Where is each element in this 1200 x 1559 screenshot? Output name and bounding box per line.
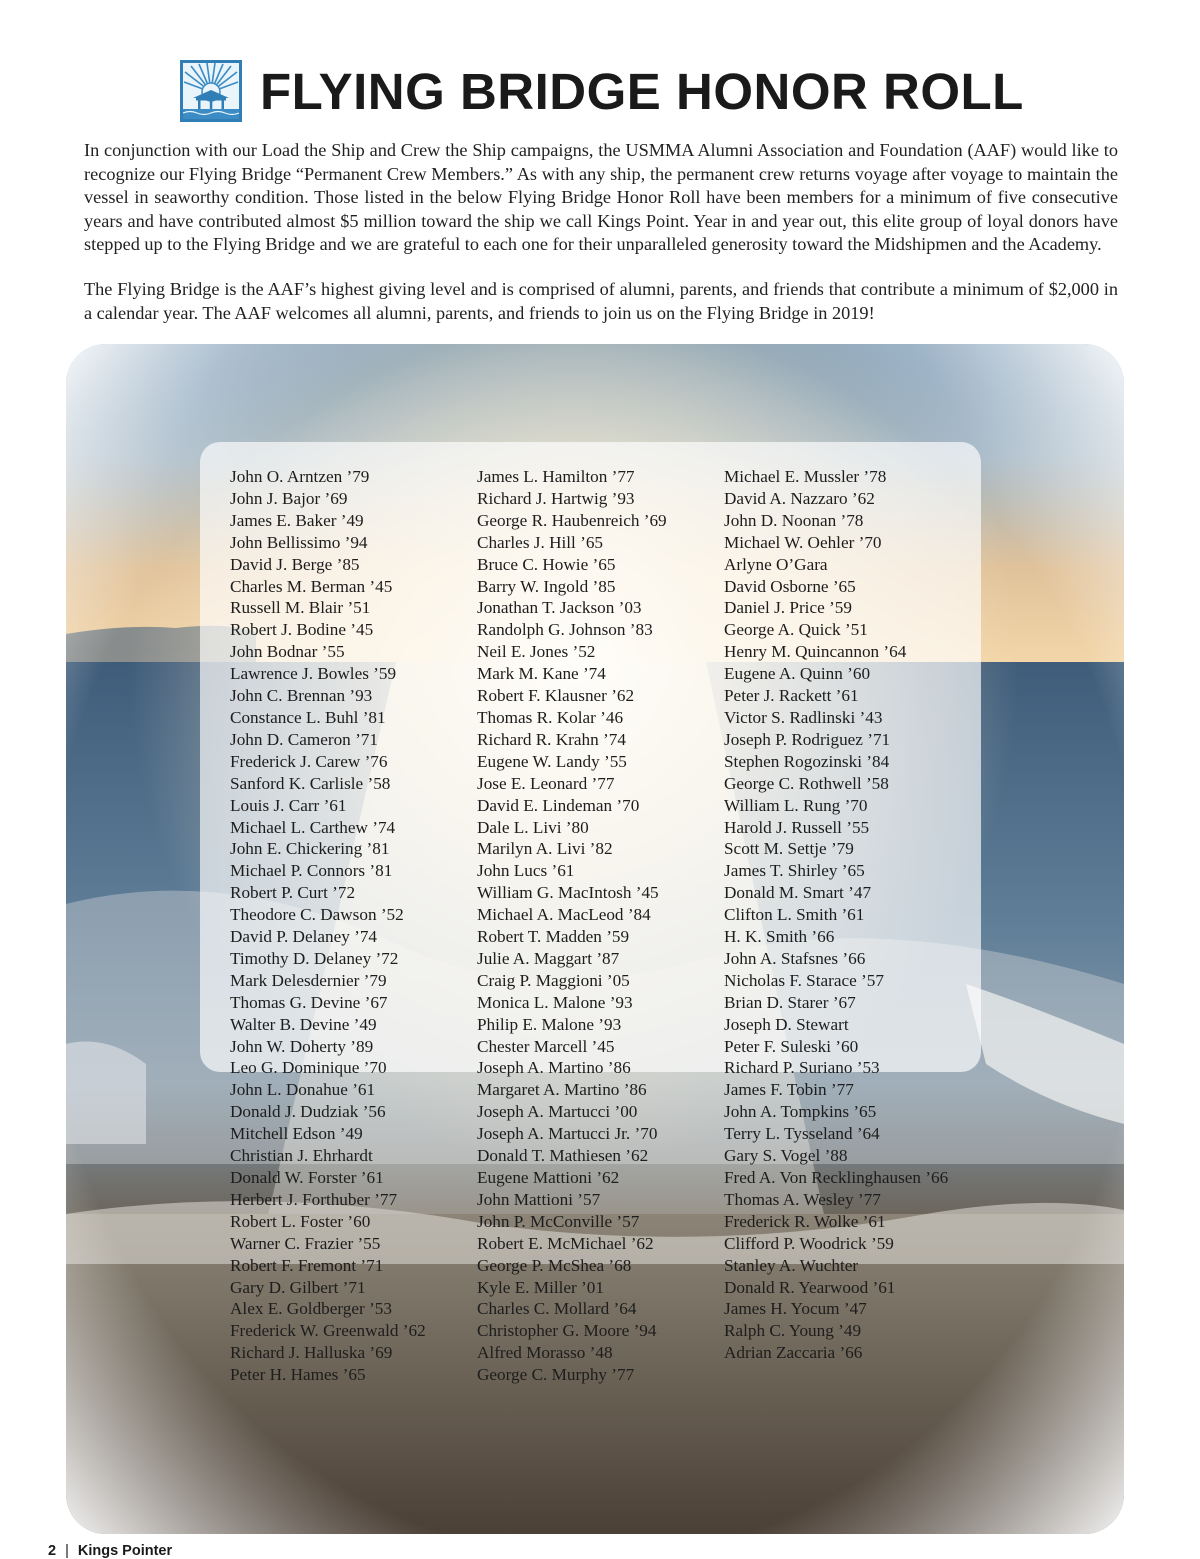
donor-name: Michael A. MacLeod ’84 [477, 905, 651, 925]
donor-name: Donald M. Smart ’47 [724, 883, 872, 903]
intro-paragraph-1: In conjunction with our Load the Ship and Crew the Ship campaigns, the USMMA Alumni Association and Foundation (AAF) would like to recognize our Flying Bridge “Permanent Crew Members.” As with any ship, the permanent crew returns voyage after voyage to maintain the vessel in seaworthy condition. Those listed in the below Flying Bridge Honor Roll have been members for a minimum of five consecutive years and have contributed almost $5 million toward the ship we call Kings Point. Year in and year out, this elite group of loyal donors have stepped up to the Flying Bridge and we are grateful to each one for their unparalleled generosity toward the Midshipmen and the Academy. [84, 140, 1118, 255]
page-number: 2 [48, 1543, 57, 1559]
intro-paragraph-2: The Flying Bridge is the AAF’s highest giving level and is comprised of alumni, parents, and friends that contribute a minimum of $2,000 in a calendar year. The AAF welcomes all alumni, parents, and friends to join us on the Flying Bridge in 2019! [84, 279, 1118, 323]
donor-name: Peter J. Rackett ’61 [724, 686, 859, 706]
donor-name: Alex E. Goldberger ’53 [230, 1299, 392, 1319]
donor-name: Robert F. Fremont ’71 [230, 1255, 384, 1275]
donor-name: Terry L. Tysseland ’64 [724, 1124, 880, 1144]
donor-name: Michael P. Connors ’81 [230, 861, 393, 881]
donor-name: Richard R. Krahn ’74 [477, 729, 626, 749]
donor-name: Harold J. Russell ’55 [724, 817, 870, 837]
donor-name: John D. Noonan ’78 [724, 510, 864, 530]
donor-name: Stanley A. Wuchter [724, 1255, 859, 1275]
donor-name: Joseph P. Rodriguez ’71 [724, 729, 891, 749]
donor-name: Richard P. Suriano ’53 [724, 1058, 880, 1078]
honor-roll-column-3 [724, 466, 948, 1364]
donor-name: Robert T. Madden ’59 [477, 927, 630, 947]
donor-name: Philip E. Malone ’93 [477, 1014, 622, 1034]
donor-name: Arlyne O’Gara [724, 554, 828, 574]
donor-name: Robert P. Curt ’72 [230, 883, 356, 903]
donor-name: Donald W. Forster ’61 [230, 1168, 384, 1187]
donor-name: John W. Doherty ’89 [230, 1036, 374, 1056]
donor-name: Henry M. Quincannon ’64 [724, 642, 907, 662]
donor-name: Adrian Zaccaria ’66 [724, 1343, 863, 1363]
donor-name: Mark Delesdernier ’79 [230, 970, 387, 990]
donor-name: Frederick W. Greenwald ’62 [230, 1321, 426, 1341]
donor-name: Charles J. Hill ’65 [477, 532, 604, 552]
donor-name: Robert L. Foster ’60 [230, 1211, 371, 1231]
donor-name: Clifton L. Smith ’61 [724, 905, 865, 925]
donor-name: George P. McShea ’68 [477, 1255, 632, 1275]
donor-name: Joseph A. Martino ’86 [477, 1058, 631, 1078]
donor-name: Sanford K. Carlisle ’58 [230, 773, 391, 793]
donor-name: Richard J. Halluska ’69 [230, 1343, 393, 1363]
donor-name: Joseph D. Stewart [724, 1014, 849, 1034]
donor-name: Christopher G. Moore ’94 [477, 1321, 657, 1341]
donor-name: Robert E. McMichael ’62 [477, 1233, 654, 1253]
donor-name: Victor S. Radlinski ’43 [724, 707, 883, 727]
donor-name: Nicholas F. Starace ’57 [724, 970, 884, 990]
donor-name: Gary S. Vogel ’88 [724, 1146, 848, 1166]
donor-name: Daniel J. Price ’59 [724, 598, 852, 618]
donor-name: Ralph C. Young ’49 [724, 1321, 862, 1341]
donor-name: Russell M. Blair ’51 [230, 598, 371, 618]
donor-name: Eugene A. Quinn ’60 [724, 664, 871, 684]
donor-name: John Lucs ’61 [477, 861, 575, 881]
donor-name: David E. Lindeman ’70 [477, 795, 640, 815]
page-footer [48, 1543, 172, 1559]
donor-name: Jose E. Leonard ’77 [477, 773, 615, 793]
donor-name: Lawrence J. Bowles ’59 [230, 664, 397, 684]
donor-name: Neil E. Jones ’52 [477, 642, 596, 662]
donor-name: Robert F. Klausner ’62 [477, 686, 635, 706]
donor-name: Margaret A. Martino ’86 [477, 1080, 647, 1100]
donor-name: Frederick J. Carew ’76 [230, 751, 388, 771]
donor-name: Jonathan T. Jackson ’03 [477, 598, 642, 618]
donor-name: James H. Yocum ’47 [724, 1299, 867, 1319]
page-title: FLYING BRIDGE HONOR ROLL [260, 62, 1024, 120]
donor-name: Constance L. Buhl ’81 [230, 707, 386, 727]
donor-name: Eugene W. Landy ’55 [477, 751, 627, 771]
donor-name: William L. Rung ’70 [724, 795, 868, 815]
donor-name: John A. Tompkins ’65 [724, 1102, 877, 1122]
donor-name: George A. Quick ’51 [724, 620, 868, 640]
donor-name: John A. Stafsnes ’66 [724, 948, 866, 968]
donor-name: David Osborne ’65 [724, 576, 856, 596]
donor-name: Clifford P. Woodrick ’59 [724, 1233, 894, 1253]
page-header [180, 58, 1024, 124]
donor-name: John O. Arntzen ’79 [230, 467, 370, 486]
donor-name: Walter B. Devine ’49 [230, 1014, 377, 1034]
donor-name: William G. MacIntosh ’45 [477, 883, 659, 903]
donor-name: Warner C. Frazier ’55 [230, 1233, 381, 1253]
donor-name: Mitchell Edson ’49 [230, 1124, 363, 1144]
donor-name: John Bellissimo ’94 [230, 532, 368, 552]
donor-name: George C. Murphy ’77 [477, 1365, 635, 1385]
donor-name: David P. Delaney ’74 [230, 927, 378, 947]
donor-name: Thomas G. Devine ’67 [230, 992, 388, 1012]
donor-name: Marilyn A. Livi ’82 [477, 839, 613, 859]
donor-name: Frederick R. Wolke ’61 [724, 1211, 886, 1231]
donor-name: Michael L. Carthew ’74 [230, 817, 396, 837]
donor-name: Stephen Rogozinski ’84 [724, 751, 890, 771]
donor-name: Gary D. Gilbert ’71 [230, 1277, 366, 1297]
sunrise-pavilion-logo-icon [180, 60, 242, 122]
honor-roll-column-1 [230, 466, 426, 1386]
donor-name: Julie A. Maggart ’87 [477, 948, 620, 968]
donor-name: Peter F. Suleski ’60 [724, 1036, 859, 1056]
donor-name: Bruce C. Howie ’65 [477, 554, 616, 574]
donor-name: George R. Haubenreich ’69 [477, 510, 667, 530]
publication-name: Kings Pointer [77, 1543, 173, 1559]
donor-name: Dale L. Livi ’80 [477, 817, 589, 837]
donor-name: James L. Hamilton ’77 [477, 467, 635, 486]
donor-name: James T. Shirley ’65 [724, 861, 865, 881]
donor-name: H. K. Smith ’66 [724, 927, 835, 947]
donor-name: James E. Baker ’49 [230, 510, 364, 530]
donor-name: Brian D. Starer ’67 [724, 992, 856, 1012]
donor-name: Louis J. Carr ’61 [230, 795, 347, 815]
donor-name: John P. McConville ’57 [477, 1211, 640, 1231]
donor-name: Fred A. Von Recklinghausen ’66 [724, 1168, 949, 1187]
donor-name: Donald R. Yearwood ’61 [724, 1277, 896, 1297]
donor-name: Herbert J. Forthuber ’77 [230, 1189, 398, 1209]
donor-name: John L. Donahue ’61 [230, 1080, 376, 1100]
donor-name: Peter H. Hames ’65 [230, 1365, 366, 1385]
donor-name: John C. Brennan ’93 [230, 686, 373, 706]
donor-name: Donald J. Dudziak ’56 [230, 1102, 386, 1122]
donor-name: George C. Rothwell ’58 [724, 773, 889, 793]
donor-name: Donald T. Mathiesen ’62 [477, 1146, 649, 1166]
donor-name: Michael E. Mussler ’78 [724, 467, 887, 486]
donor-name: Robert J. Bodine ’45 [230, 620, 374, 640]
donor-name: John Mattioni ’57 [477, 1189, 601, 1209]
donor-name: Christian J. Ehrhardt [230, 1146, 373, 1166]
donor-name: Scott M. Settje ’79 [724, 839, 854, 859]
donor-name: John E. Chickering ’81 [230, 839, 390, 859]
donor-name: Kyle E. Miller ’01 [477, 1277, 604, 1297]
donor-name: Thomas R. Kolar ’46 [477, 707, 624, 727]
donor-name: Leo G. Dominique ’70 [230, 1058, 387, 1078]
donor-name: Mark M. Kane ’74 [477, 664, 606, 684]
donor-name: Thomas A. Wesley ’77 [724, 1189, 881, 1209]
donor-name: Theodore C. Dawson ’52 [230, 905, 404, 925]
donor-name: Michael W. Oehler ’70 [724, 532, 882, 552]
donor-name: James F. Tobin ’77 [724, 1080, 854, 1100]
donor-name: Randolph G. Johnson ’83 [477, 620, 653, 640]
donor-name: Joseph A. Martucci Jr. ’70 [477, 1124, 658, 1144]
donor-name: Alfred Morasso ’48 [477, 1343, 613, 1363]
donor-name: Charles M. Berman ’45 [230, 576, 393, 596]
donor-name: Richard J. Hartwig ’93 [477, 488, 635, 508]
donor-name: John D. Cameron ’71 [230, 729, 378, 749]
donor-name: Barry W. Ingold ’85 [477, 576, 616, 596]
donor-name: David A. Nazzaro ’62 [724, 488, 875, 508]
donor-name: Craig P. Maggioni ’05 [477, 970, 630, 990]
donor-name: Joseph A. Martucci ’00 [477, 1102, 638, 1122]
honor-roll-column-2 [477, 466, 667, 1386]
donor-name: John Bodnar ’55 [230, 642, 345, 662]
donor-name: Timothy D. Delaney ’72 [230, 948, 399, 968]
donor-name: Monica L. Malone ’93 [477, 992, 633, 1012]
donor-name: Charles C. Mollard ’64 [477, 1299, 637, 1319]
donor-name: Chester Marcell ’45 [477, 1036, 615, 1056]
donor-name: Eugene Mattioni ’62 [477, 1168, 620, 1187]
footer-separator: | [65, 1543, 69, 1559]
donor-name: John J. Bajor ’69 [230, 488, 348, 508]
donor-name: David J. Berge ’85 [230, 554, 360, 574]
